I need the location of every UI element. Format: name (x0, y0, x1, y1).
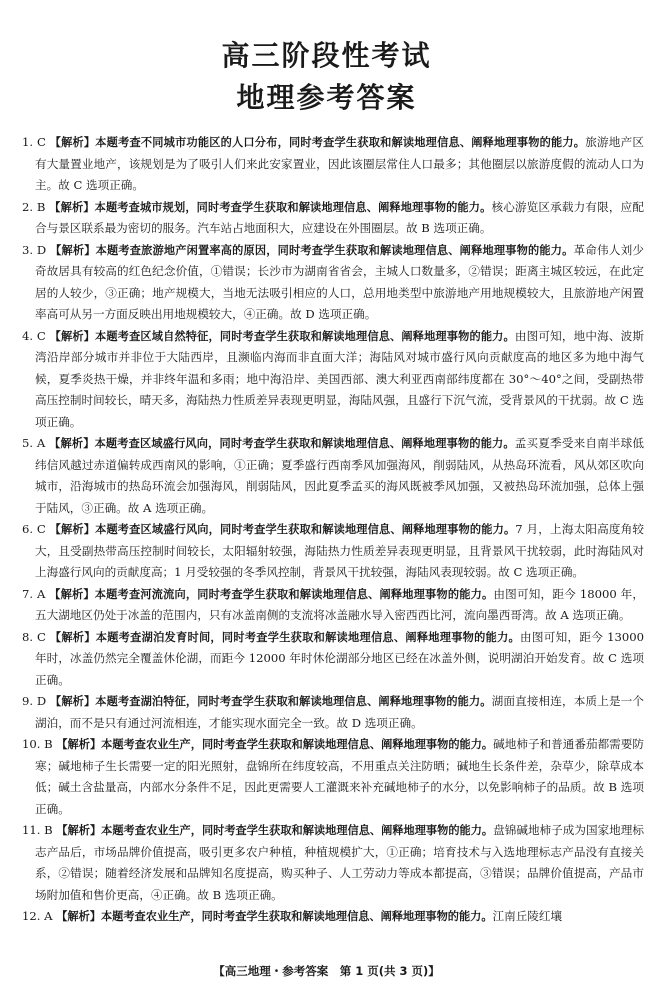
answer-number: 7. A (22, 586, 46, 601)
answer-heading: 【解析】本题考查不同城市功能区的人口分布，同时考查学生获取和解读地理信息、阐释地理事物的能力。 (49, 136, 586, 149)
answer-heading: 【解析】本题考查河流流向，同时考查学生获取和解读地理信息、阐释地理事物的能力。 (49, 587, 494, 601)
answer-list (22, 132, 644, 928)
answer-number: 1. C (22, 135, 46, 149)
answer-item (22, 691, 644, 734)
answer-number: 4. C (22, 328, 46, 343)
answer-number: 2. B (22, 199, 46, 214)
answer-text: 孟买夏季受来自南半球低纬信风越过赤道偏转成西南风的影响，①正确；夏季盛行西南季风加强海风，削弱陆风，从热岛环流看，风从郊区吹向城市，沿海城市的热岛环流会加强海风，削弱陆风，因此夏季孟买的海风既被季风加强，又被热岛环流加强，总体上强于陆风，③正确。故 A 选项正确。 (35, 436, 644, 515)
answer-heading: 【解析】本题考查区域盛行风向，同时考查学生获取和解读地理信息、阐释地理事物的能力。 (49, 523, 516, 536)
answer-item (22, 627, 644, 692)
answer-text: 7 月，上海太阳高度角较大，且受副热带高压控制时间较长，太阳辐射较强，海陆热力性质差异表现更明显，且背景风干扰较弱，此时海陆风对上海盛行风向的贡献度高；1 月受较强的冬季风控制，背景风干扰较强，海陆风表现较弱。故 C 选项正确。 (35, 522, 644, 579)
answer-heading: 【解析】本题考查区域盛行风向，同时考查学生获取和解读地理信息、阐释地理事物的能力。 (49, 437, 515, 450)
answer-number: 5. A (22, 436, 46, 450)
answer-item (22, 433, 644, 519)
answer-heading: 【解析】本题考查湖泊特征，同时考查学生获取和解读地理信息、阐释地理事物的能力。 (50, 695, 492, 708)
answer-number: 11. B (22, 823, 53, 837)
answer-item (22, 132, 644, 197)
answer-text: 由图可知，地中海、波斯湾沿岸部分城市并非位于大陆西岸，且濒临内海而非直面大洋；海陆风对城市盛行风向贡献度高的地区多为地中海气候，夏季炎热干燥，并非终年温和多雨；地中海沿岸、美国西部、澳大利亚西南部纬度都在 30°～40°之间，受副热带高压控制时间较长，晴天多，海陆热力性质差异表现更明显，海陆风强，且盛行下沉气流，受背景风的干扰弱。故 C 选项正确。 (35, 328, 644, 429)
answer-item (22, 906, 644, 928)
answer-item (22, 197, 644, 240)
answer-text: 江南丘陵红壤 (492, 909, 563, 923)
answer-number: 3. D (22, 242, 47, 257)
answer-number: 12. A (22, 909, 53, 923)
answer-text: 碱地柿子和普通番茄都需要防寒；碱地柿子生长需要一定的阳光照射，盘锦所在纬度较高，不用重点关注防晒；碱地生长条件差，杂草少，除草成本低；碱土含盐量高，内部水分条件不足，因此更需要人工灌溉来补充碱地柿子的水分，以免影响柿子的品质。故 B 选项正确。 (35, 737, 644, 816)
answer-item (22, 519, 644, 584)
page-footer: 【高三地理・参考答案 第 1 页(共 3 页)】 (213, 964, 440, 978)
answer-text: 盘锦碱地柿子成为国家地理标志产品后，市场品牌价值提高，吸引更多农户种植，种植规模扩大，①正确；培育技术与入选地理标志产品没有直接关系，②错误；随着经济发展和品牌知名度提高，购买种子、人工劳动力等成本都提高，③错误；品牌价值提高，产品市场附加值和售价更高，④正确。故 B 选项正确。 (35, 823, 644, 902)
answer-text: 由图可知，距今 18000 年，五大湖地区仍处于冰盖的范围内，只有冰盖南侧的支流将冰盖融水导入密西西比河，流向墨西哥湾。故 A 选项正确。 (35, 586, 644, 622)
answer-item (22, 326, 644, 434)
answer-number: 9. D (22, 694, 47, 708)
answer-heading: 【解析】本题考查城市规划，同时考查学生获取和解读地理信息、阐释地理事物的能力。 (49, 200, 492, 214)
answer-item (22, 584, 644, 627)
answer-heading: 【解析】本题考查旅游地产闲置率高的原因，同时考查学生获取和解读地理信息、阐释地理事物的能力。 (50, 243, 574, 257)
answer-text: 由图可知，距今 13000 年时，冰盖仍然完全覆盖休伦湖，而距今 12000 年时休伦湖部分地区已经在冰盖外侧，说明湖泊开始发育。故 C 选项正确。 (35, 629, 644, 687)
answer-heading: 【解析】本题考查农业生产，同时考查学生获取和解读地理信息、阐释地理事物的能力。 (56, 738, 494, 751)
page-subtitle: 地理参考答案 (236, 81, 417, 114)
answer-number: 10. B (22, 737, 53, 751)
answer-number: 6. C (22, 522, 46, 536)
answer-text: 核心游览区承载力有限，应配合与景区联系最为密切的服务。汽车站占地面积大，应建设在外围圈层。故 B 选项正确。 (35, 199, 644, 235)
answer-text: 旅游地产区有大量置业地产，该规划是为了吸引人们来此安家置业，因此该圈层常住人口最多；其他圈层以旅游度假的流动人口为主。故 C 选项正确。 (35, 135, 644, 192)
answer-item (22, 240, 644, 326)
answer-heading: 【解析】本题考查湖泊发育时间，同时考查学生获取和解读地理信息、阐释地理事物的能力。 (49, 630, 521, 644)
answer-item (22, 734, 644, 820)
answer-number: 8. C (22, 629, 46, 644)
answer-item (22, 820, 644, 906)
answer-text: 革命伟人刘少奇故居具有较高的红色纪念价值，①错误；长沙市为湖南省省会，主城人口数量多，②错误；距离主城区较远，在此定居的人较少，③正确；地产规模大，当地无法吸引相应的人口，总用地类型中旅游地产用地规模较大，且旅游地产闲置率高可从另一方面反映出用地规模较大，④正确。故 D 选项正确。 (35, 242, 644, 321)
answer-heading: 【解析】本题考查农业生产，同时考查学生获取和解读地理信息、阐释地理事物的能力。 (56, 824, 494, 837)
page-title: 高三阶段性考试 (221, 39, 432, 72)
answer-heading: 【解析】本题考查区域自然特征，同时考查学生获取和解读地理信息、阐释地理事物的能力。 (49, 329, 515, 343)
answer-text: 湖面直接相连，本质上是一个湖泊，而不是只有通过河流相连，才能实现水面完全一致。故 D 选项正确。 (35, 694, 644, 730)
answer-heading: 【解析】本题考查农业生产，同时考查学生获取和解读地理信息、阐释地理事物的能力。 (56, 910, 493, 923)
